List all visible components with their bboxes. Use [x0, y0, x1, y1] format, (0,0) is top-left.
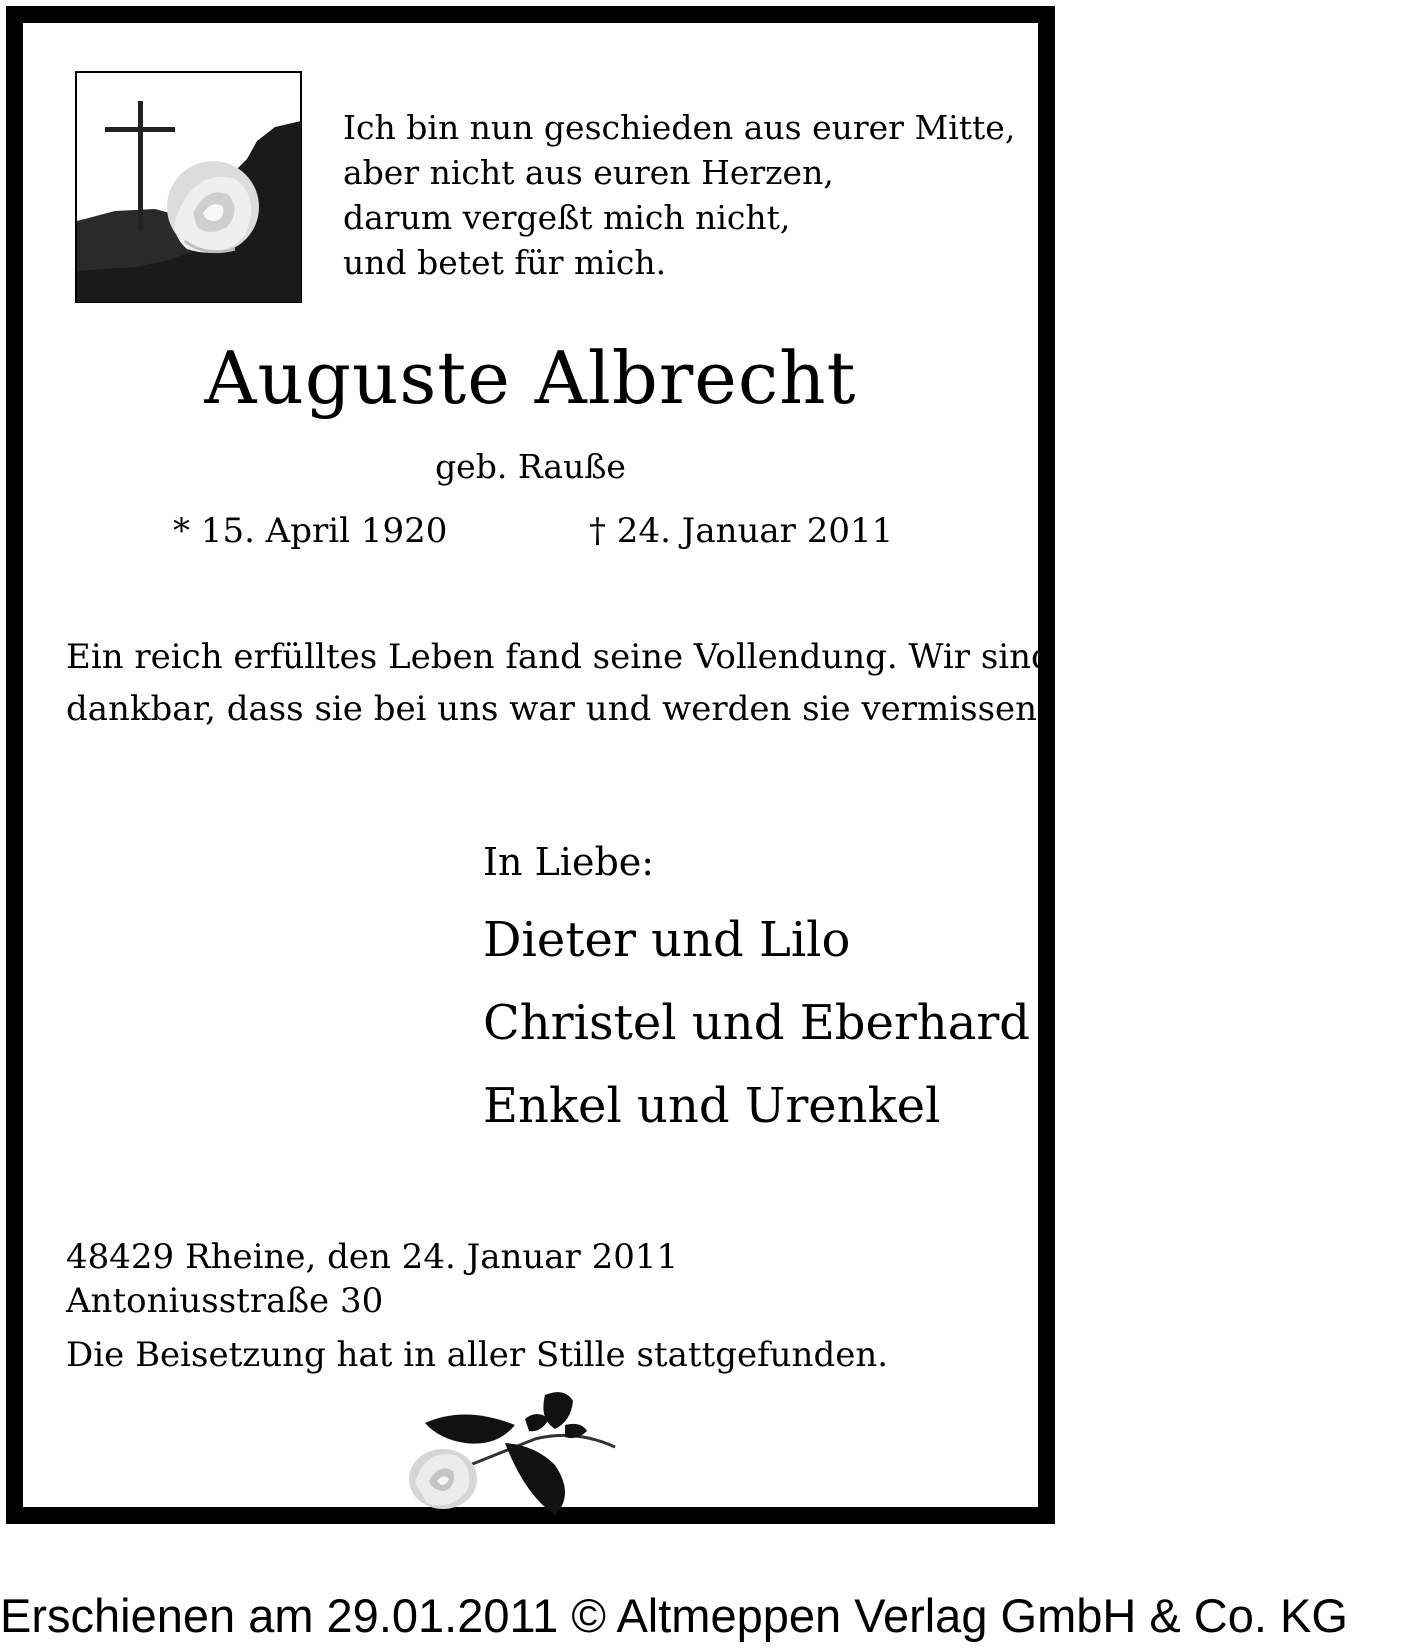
rose-icon — [405, 1385, 645, 1520]
deceased-name: Auguste Albrecht — [204, 336, 857, 420]
family-member: Christel und Eberhard — [483, 995, 1031, 1051]
funeral-note: Die Beisetzung hat in aller Stille stattgefunden. — [66, 1335, 889, 1375]
publication-footer: Erschienen am 29.01.2011 © Altmeppen Verlag GmbH & Co. KG — [0, 1589, 1348, 1642]
poem-line: darum vergeßt mich nicht, — [343, 198, 791, 237]
family-intro: In Liebe: — [483, 840, 655, 884]
family-member: Dieter und Lilo — [483, 912, 851, 968]
death-date: † 24. Januar 2011 — [589, 511, 894, 551]
birth-date: * 15. April 1920 — [173, 511, 448, 551]
family-member: Enkel und Urenkel — [483, 1078, 941, 1134]
tribute-text — [66, 631, 1053, 735]
cross-and-rose-icon — [75, 71, 302, 303]
family-signatures — [483, 835, 1030, 1156]
address-block — [66, 1235, 678, 1323]
maiden-name: geb. Rauße — [435, 447, 626, 486]
poem — [343, 105, 1015, 285]
tribute-line: dankbar, dass sie bei uns war und werden sie vermissen. — [66, 689, 1048, 729]
tribute-line: Ein reich erfülltes Leben fand seine Vollendung. Wir sind — [66, 637, 1053, 677]
obituary-notice — [6, 6, 1055, 1524]
address-line: 48429 Rheine, den 24. Januar 2011 — [66, 1237, 679, 1277]
poem-line: Ich bin nun geschieden aus eurer Mitte, — [343, 108, 1016, 147]
address-line: Antoniusstraße 30 — [66, 1281, 384, 1321]
poem-line: und betet für mich. — [343, 243, 667, 282]
poem-line: aber nicht aus euren Herzen, — [343, 153, 834, 192]
